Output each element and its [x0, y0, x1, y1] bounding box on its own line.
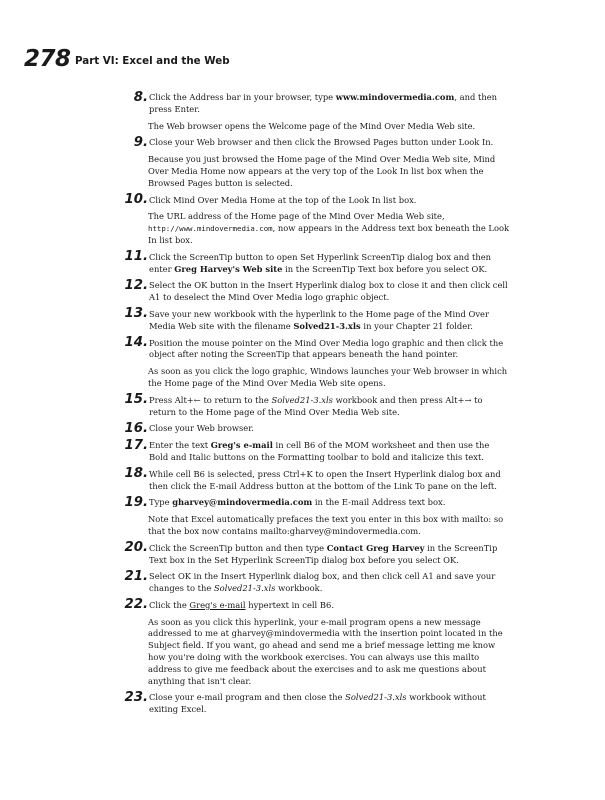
step-note: The URL address of the Home page of the Mind Over Media Web site, http://www.mindovermedia.com, now appears in the Address text box beneath the Look In list box. — [148, 211, 510, 245]
step-number: 22. — [124, 597, 148, 613]
greg-email-link: Greg's e-mail — [189, 599, 246, 610]
step-20 — [124, 540, 510, 567]
step-text: Type gharvey@mindovermedia.com in the E-mail Address text box. — [149, 497, 446, 508]
step-14 — [124, 335, 510, 362]
step-16 — [124, 420, 510, 436]
step-text: Click the ScreenTip button to open Set Hyperlink ScreenTip dialog box and then enter Greg Harvey's Web site in the ScreenTip Text box before you select OK. — [149, 251, 492, 274]
step-text: Close your Web browser and then click the Browsed Pages button under Look In. — [149, 137, 494, 148]
step-note: Because you just browsed the Home page of the Mind Over Media Web site, Mind Over Media Home now appears at the very top of the Look In list box when the Browsed Pages button is selected. — [148, 154, 496, 188]
step-number: 15. — [124, 392, 148, 408]
step-number: 18. — [124, 466, 148, 482]
step-number: 23. — [124, 689, 148, 705]
step-number: 21. — [124, 568, 148, 584]
step-number: 17. — [124, 437, 148, 453]
step-text: Press Alt+← to return to the Solved21-3.xls workbook and then press Alt+→ to return to the Home page of the Mind Over Media Web site. — [149, 394, 483, 417]
page-header — [24, 44, 584, 80]
step-22 — [124, 597, 510, 613]
step-text: Close your Web browser. — [149, 423, 254, 434]
step-text: Select OK in the Insert Hyperlink dialog box, and then click cell A1 and save your changes to the Solved21-3.xls workbook. — [149, 571, 496, 594]
step-18 — [124, 466, 510, 493]
step-note: Note that Excel automatically prefaces the text you enter in this box with mailto: so that the box now contains mailto:gharvey@mindovermedia.com. — [148, 514, 504, 536]
step-number: 13. — [124, 306, 148, 322]
part-title: Part VI: Excel and the Web — [75, 55, 230, 67]
step-text: Select the OK button in the Insert Hyperlink dialog box to close it and then click cell A1 to deselect the Mind Over Media logo graphic object. — [149, 280, 508, 303]
step-13 — [124, 306, 510, 333]
step-text: Click Mind Over Media Home at the top of the Look In list box. — [149, 194, 417, 205]
step-number: 9. — [133, 134, 148, 150]
page-number: 278 — [24, 46, 71, 72]
step-15 — [124, 392, 510, 419]
step-number: 14. — [124, 335, 148, 351]
step-text: Click the ScreenTip button and then type Contact Greg Harvey in the ScreenTip Text box in the Set Hyperlink ScreenTip dialog box before you select OK. — [149, 542, 498, 565]
step-note: As soon as you click this hyperlink, your e-mail program opens a new message addressed to me at gharvey@mindovermedia with the insertion point located in the Subject field. If you want, go ahead and send me a brief message letting me know how you're doing with the workbook exercises. You can always use this mailto address to give me feedback about the exercises and to ask me questions about anything that isn't clear. — [148, 616, 503, 686]
step-21 — [124, 568, 510, 595]
step-12 — [124, 277, 510, 304]
step-text: Click the Address bar in your browser, type www.mindovermedia.com, and then press Enter. — [149, 92, 498, 114]
step-8 — [124, 89, 510, 116]
step-text: Click the Greg's e-mail hypertext in cell B6. — [149, 599, 334, 610]
step-note: As soon as you click the logo graphic, Windows launches your Web browser in which the Home page of the Mind Over Media Web site opens. — [148, 366, 508, 388]
step-text: Close your e-mail program and then close the Solved21-3.xls workbook without exiting Excel. — [149, 692, 486, 715]
step-11 — [124, 249, 510, 276]
step-10 — [124, 192, 510, 208]
step-19 — [124, 494, 510, 510]
step-text: Enter the text Greg's e-mail in cell B6 of the MOM worksheet and then use the Bold and Italic buttons on the Formatting toolbar to bold and italicize this text. — [149, 440, 490, 462]
step-number: 20. — [124, 540, 148, 556]
step-list — [124, 89, 510, 721]
step-number: 10. — [124, 192, 148, 208]
step-text: Save your new workbook with the hyperlink to the Home page of the Mind Over Media Web site with the filename Solved21-3.xls in your Chapter 21 folder. — [149, 308, 489, 331]
step-number: 12. — [124, 277, 148, 293]
step-number: 16. — [124, 420, 148, 436]
step-17 — [124, 437, 510, 464]
step-note: The Web browser opens the Welcome page of the Mind Over Media Web site. — [148, 120, 476, 131]
step-number: 19. — [124, 494, 148, 510]
step-number: 11. — [124, 249, 148, 265]
step-9 — [124, 134, 510, 150]
step-number: 8. — [133, 89, 148, 105]
step-text: Position the mouse pointer on the Mind Over Media logo graphic and then click the object after noting the ScreenTip that appears beneath the hand pointer. — [149, 337, 504, 360]
step-text: While cell B6 is selected, press Ctrl+K to open the Insert Hyperlink dialog box and then click the E-mail Address button at the bottom of the Link To pane on the left. — [149, 468, 501, 491]
step-23 — [124, 689, 510, 716]
